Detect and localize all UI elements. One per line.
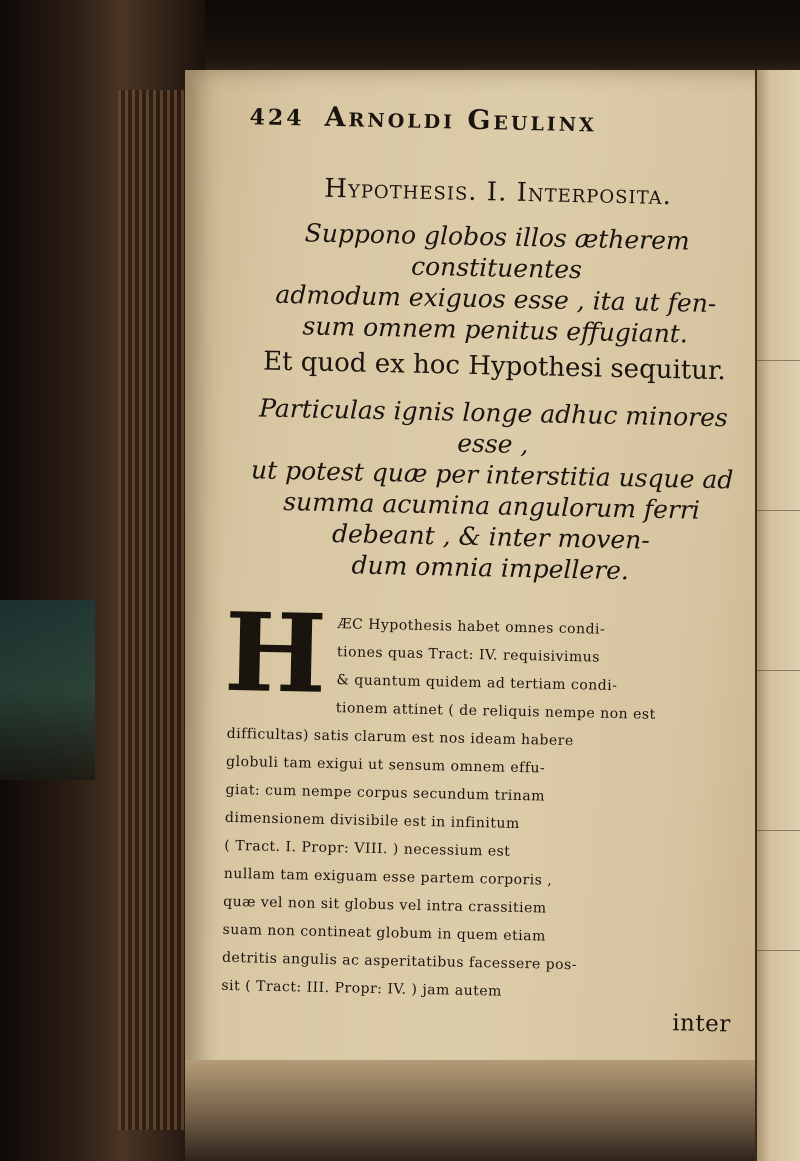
particulars-line: dum omnia impellere. [351,550,630,586]
body-line: quæ vel non sit globus vel intra crassitiem [223,893,547,917]
body-line: globuli tam exigui ut sensum omnem effu- [225,753,546,777]
catchword: inter [671,1010,732,1038]
left-page-stack [118,90,188,1130]
body-line: ( Tract. I. Propr: VIII. ) necessium est [224,837,511,860]
consequence-line: Et quod ex hoc Hypothesi sequitur. [262,346,727,387]
particulars-line: summa acumina angulorum ferri [282,486,701,525]
body-line: tionem attinet ( de reliquis nempe non est [335,700,656,723]
body-paragraph [221,589,750,1039]
statement-line: sum omnem penitus effugiant. [302,311,689,349]
particulars-statement [230,392,754,589]
running-title: Arnoldi Geulinx [324,101,598,139]
body-line: tiones quas Tract: IV. requisivimus [336,644,601,666]
body-line: sit ( Tract: III. Propr: IV. ) jam autem [221,977,503,1000]
body-line: difficultas) satis clarum est nos ideam habere [226,725,574,750]
body-line: suam non contineat globum in quem etiam [222,921,547,945]
statement-line: Suppono globos illos ætherem constituentes [304,218,690,285]
hypothesis-statement [235,216,757,351]
body-line: dimensionem divisibile est in infinitum [224,809,520,833]
hypothesis-heading: Hypothesis. I. Interposita. [324,173,673,212]
rule-line [757,950,800,951]
body-line: detritis angulis ac asperitatibus facessere pos- [221,949,578,974]
particulars-line: Particulas ignis longe adhuc minores esse , [258,393,729,460]
body-line: & quantum quidem ad tertiam condi- [336,672,618,695]
rule-line [757,510,800,511]
facing-page-edge [755,70,800,1161]
left-cover-shadow [0,600,95,780]
drop-cap: H [223,589,329,718]
page-number: 424 [249,104,305,132]
page-content [221,100,760,1039]
particulars-line: debeant , & inter moven- [331,519,651,555]
body-line: giat: cum nempe corpus secundum trinam [225,781,546,805]
statement-line: admodum exiguos esse , ita ut fen- [275,279,717,319]
body-line: nullam tam exiguam esse partem corporis , [223,865,553,889]
particulars-line: ut potest quæ per interstitia usque ad [250,455,734,495]
body-line: ÆC Hypothesis habet omnes condi- [337,616,606,638]
rule-line [757,830,800,831]
rule-line [757,670,800,671]
page-bottom-shadow [185,1060,765,1161]
rule-line [757,360,800,361]
